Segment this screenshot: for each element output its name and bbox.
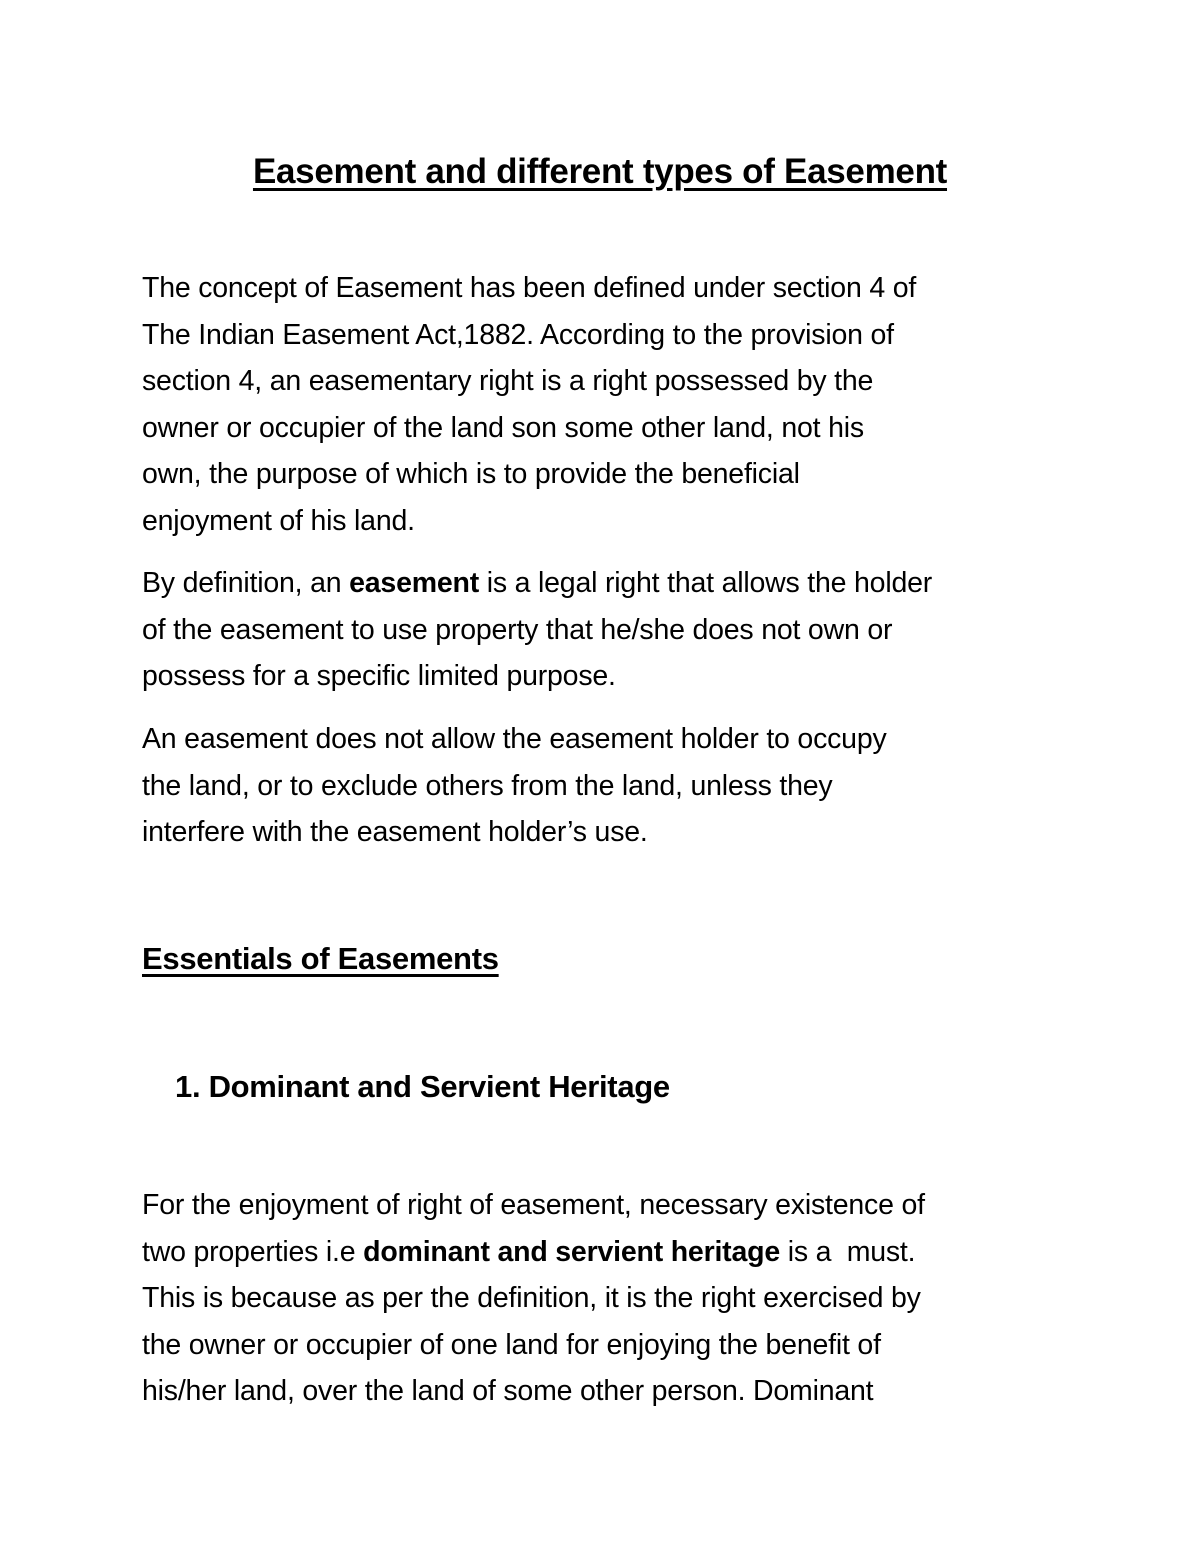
heritage-paragraph [142, 1182, 1072, 1415]
occupy-paragraph [142, 716, 1072, 856]
intro-line: The Indian Easement Act,1882. According to the provision of [142, 318, 894, 351]
heritage-text: two properties i.e [142, 1235, 364, 1268]
heritage-term: dominant and servient heritage [363, 1235, 780, 1268]
intro-line: owner or occupier of the land son some other land, not his [142, 411, 864, 444]
heritage-line [142, 1229, 1072, 1276]
definition-line [142, 560, 1072, 607]
occupy-line: An easement does not allow the easement holder to occupy [142, 723, 887, 755]
intro-line: enjoyment of his land. [142, 504, 415, 537]
heritage-line: the owner or occupier of one land for enjoying the benefit of [142, 1328, 881, 1361]
heritage-line: his/her land, over the land of some other person. Dominant [142, 1375, 874, 1407]
definition-line: possess for a specific limited purpose. [142, 660, 616, 692]
definition-line: of the easement to use property that he/she does not own or [142, 613, 893, 646]
definition-term: easement [349, 567, 480, 599]
heritage-line: This is because as per the definition, it is the right exercised by [142, 1282, 921, 1314]
heritage-text: is a must. [779, 1235, 916, 1268]
definition-text: is a legal right that allows the holder [479, 567, 933, 599]
heritage-line: For the enjoyment of right of easement, necessary existence of [142, 1189, 925, 1221]
occupy-line: the land, or to exclude others from the land, unless they [142, 769, 833, 802]
intro-line: section 4, an easementary right is a right possessed by the [142, 365, 874, 397]
section-heading: Essentials of Easements [142, 941, 499, 976]
document-title: Easement and different types of Easement [252, 152, 948, 191]
intro-line: The concept of Easement has been defined under section 4 of [142, 272, 917, 304]
occupy-line: interfere with the easement holder’s use. [142, 816, 648, 848]
definition-text: By definition, an [142, 567, 350, 599]
definition-paragraph [142, 560, 1072, 700]
subsection-heading: 1. Dominant and Servient Heritage [175, 1069, 670, 1104]
intro-paragraph [142, 265, 1072, 544]
intro-line: own, the purpose of which is to provide the beneficial [142, 458, 800, 490]
